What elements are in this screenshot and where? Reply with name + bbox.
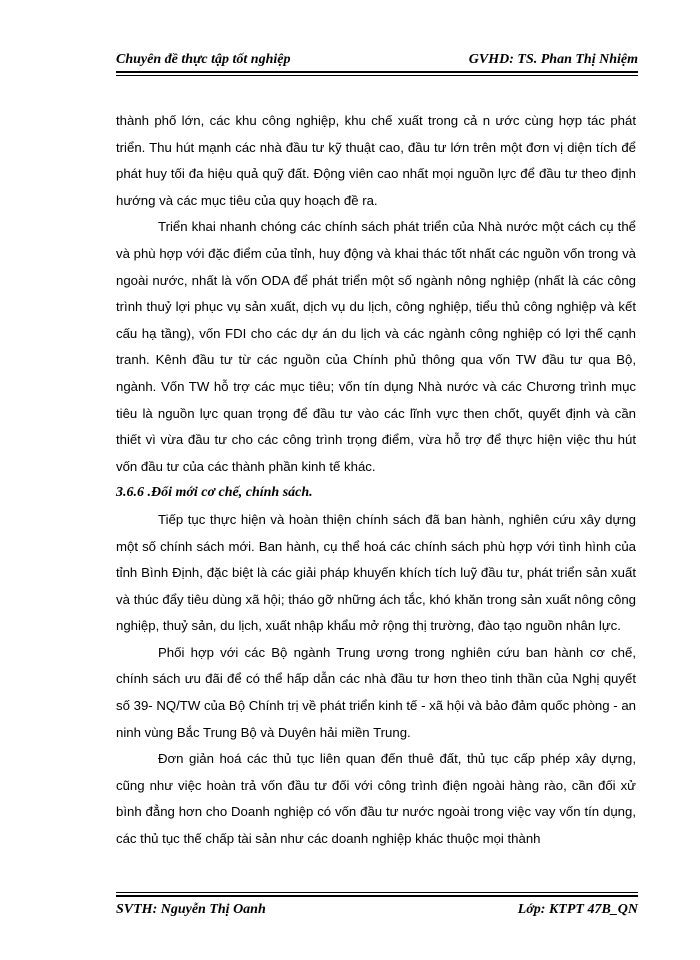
header-title: Chuyên đề thực tập tốt nghiệp [116, 52, 291, 67]
footer-student: SVTH: Nguyễn Thị Oanh [116, 902, 266, 917]
paragraph-4: Phối hợp với các Bộ ngành Trung ương trong nghiên cứu ban hành cơ chế, chính sách ưu đãi để có thể hấp dẫn các nhà đầu tư hơn theo tinh thần của Nghị quyết số 39- NQ/TW của Bộ Chính trị về phát triển kinh tế - xã hội và bảo đảm quốc phòng - an ninh vùng Bắc Trung Bộ và Duyên hải miền Trung. [116, 644, 636, 740]
paragraph-3: Tiếp tục thực hiện và hoàn thiện chính sách đã ban hành, nghiên cứu xây dựng một số chính sách mới. Ban hành, cụ thể hoá các chính sách phù hợp với tình hình của tỉnh Bình Định, đặc biệt là các giải pháp khuyến khích tích luỹ đầu tư, phát triển sản xuất và thúc đẩy tiêu dùng xã hội; tháo gỡ những ách tắc, khó khăn trong sản xuất nông công nghiệp, thuỷ sản, du lịch, xuất nhập khẩu mở rộng thị trường, đào tạo nguồn nhân lực. [116, 511, 636, 634]
header-rule-thick [116, 71, 638, 73]
header-advisor: GVHD: TS. Phan Thị Nhiệm [468, 52, 638, 67]
page-footer [116, 902, 638, 922]
paragraph-2: Triển khai nhanh chóng các chính sách phát triển của Nhà nước một cách cụ thể và phù hợp với đặc điểm của tỉnh, huy động và khai thác tốt nhất các nguồn vốn trong và ngoài nước, nhất là vốn ODA để phát triển một số ngành nông nghiệp (nhất là các công trình thuỷ lợi phục vụ sản xuất, dịch vụ du lịch, công nghiệp, tiểu thủ công nghiệp và kết cấu hạ tầng), vốn FDI cho các dự án du lịch và các ngành công nghiệp có lợi thế cạnh tranh. Kênh đầu tư từ các nguồn của Chính phủ thông qua vốn TW đầu tư qua Bộ, ngành. Vốn TW hỗ trợ các mục tiêu; vốn tín dụng Nhà nước và các Chương trình mục tiêu là nguồn lực quan trọng để đầu tư vào các lĩnh vực then chốt, quyết định và cần thiết vì vừa đầu tư cho các công trình trọng điểm, vừa hỗ trợ để thực hiện việc thu hút vốn đầu tư của các thành phần kinh tế khác. [116, 219, 636, 474]
section-heading: 3.6.6 .Đổi mới cơ chế, chính sách. [116, 485, 313, 501]
header-rule-thin [116, 75, 638, 76]
footer-rule-thin [116, 892, 638, 893]
paragraph-1: thành phố lớn, các khu công nghiệp, khu chế xuất trong cả n ước cùng hợp tác phát triển. Thu hút mạnh các nhà đầu tư kỹ thuật cao, đầu tư lớn trên một đơn vị diện tích để phát huy tối đa hiệu quả quỹ đất. Động viên cao nhất mọi nguồn lực để đầu tư theo định hướng và các mục tiêu của quy hoạch đề ra. [116, 113, 636, 208]
footer-class: Lớp: KTPT 47B_QN [517, 902, 638, 917]
page-header [116, 48, 638, 68]
document-body [116, 108, 636, 853]
paragraph-5: Đơn giản hoá các thủ tục liên quan đến thuê đất, thủ tục cấp phép xây dựng, cũng như việc hoàn trả vốn đầu tư đối với công trình điện ngoài hàng rào, cần đối xử bình đẳng hơn cho Doanh nghiệp có vốn đầu tư nước ngoài trong việc vay vốn tín dụng, các thủ tục thế chấp tài sản như các doanh nghiệp khác thuộc mọi thành [116, 751, 636, 847]
footer-rule-thick [116, 895, 638, 897]
